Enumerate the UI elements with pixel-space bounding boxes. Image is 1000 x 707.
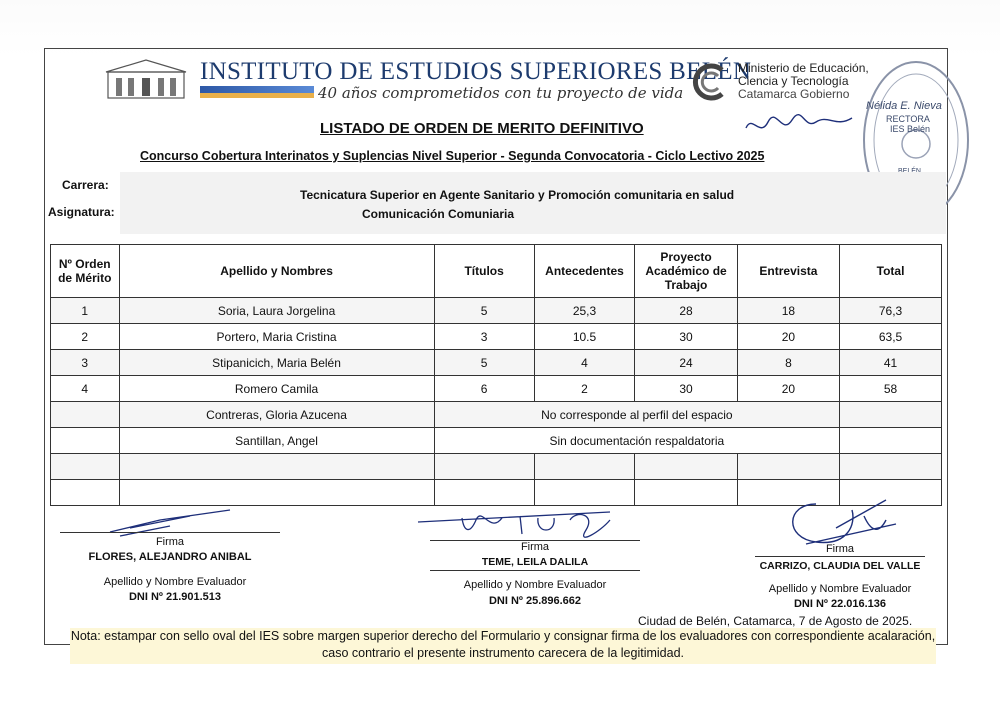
- stamp-signature: Nélida E. Nieva: [866, 100, 942, 112]
- cell-total-empty: [840, 428, 942, 454]
- cell-total: 41: [840, 350, 942, 376]
- cell-proyecto: 30: [635, 376, 737, 402]
- cell-total: 76,3: [840, 298, 942, 324]
- signature-2-scribble: [410, 504, 630, 542]
- table-header-row: [51, 245, 942, 298]
- carrera-label: Carrera:: [62, 178, 109, 192]
- cell-entrevista: 20: [737, 324, 839, 350]
- signature-1-firma-label: Firma: [155, 536, 185, 548]
- signature-3-name: CARRIZO, CLAUDIA DEL VALLE: [759, 560, 921, 572]
- ministry-line-2: Ciencia y Tecnología: [738, 74, 849, 88]
- signature-2-dni: DNI Nº 25.896.662: [488, 595, 582, 607]
- cell-proyecto: 24: [635, 350, 737, 376]
- cell-entrevista: 8: [737, 350, 839, 376]
- institute-bar-gold: [200, 93, 314, 98]
- cell-nombre: Contreras, Gloria Azucena: [119, 402, 434, 428]
- empty-cell: [737, 454, 839, 480]
- empty-cell: [840, 454, 942, 480]
- merit-table: [50, 244, 942, 506]
- rectora-signature: [742, 108, 862, 148]
- carrera-background: [120, 172, 946, 234]
- table-row: [51, 298, 942, 324]
- cell-total-empty: [840, 402, 942, 428]
- cell-total: 58: [840, 376, 942, 402]
- empty-cell: [534, 480, 635, 506]
- empty-cell: [635, 480, 737, 506]
- cell-orden-empty: [51, 428, 120, 454]
- signature-3-dni: DNI Nº 22.016.136: [793, 598, 887, 610]
- cell-antecedentes: 25,3: [534, 298, 635, 324]
- cell-titulos: 3: [434, 324, 534, 350]
- cell-nombre: Romero Camila: [119, 376, 434, 402]
- table-row-excluded: [51, 428, 942, 454]
- empty-cell: [434, 480, 534, 506]
- page-subtitle: Concurso Cobertura Interinatos y Suplencias Nivel Superior - Segunda Convocatoria - Ciclo Lectivo 2025: [140, 149, 765, 163]
- cell-entrevista: 18: [737, 298, 839, 324]
- footer-note: Nota: estampar con sello oval del IES sobre margen superior derecho del Formulario y consignar firma de los evaluadores con correspondiente acalaración, caso contrario el presente instrumento carecera de la legitimidad.: [70, 628, 936, 664]
- cell-orden: 4: [51, 376, 120, 402]
- ministry-line-3: Catamarca Gobierno: [738, 87, 850, 101]
- signature-2-firma-label: Firma: [520, 541, 550, 553]
- cell-nombre: Stipanicich, Maria Belén: [119, 350, 434, 376]
- header-antecedentes: Antecedentes: [534, 245, 635, 298]
- cell-orden: 2: [51, 324, 120, 350]
- cell-titulos: 6: [434, 376, 534, 402]
- signature-1-name: FLORES, ALEJANDRO ANIBAL: [88, 551, 252, 563]
- signature-3-firma-label: Firma: [825, 543, 855, 555]
- institute-building-logo: [104, 58, 188, 100]
- cell-motivo: No corresponde al perfil del espacio: [434, 402, 840, 428]
- cell-total: 63,5: [840, 324, 942, 350]
- header-titulos: Títulos: [434, 245, 534, 298]
- cell-nombre: Santillan, Angel: [119, 428, 434, 454]
- table-row: [51, 324, 942, 350]
- empty-cell: [119, 480, 434, 506]
- cell-proyecto: 30: [635, 324, 737, 350]
- header-nombre: Apellido y Nombres: [119, 245, 434, 298]
- signature-1-line: [60, 532, 280, 533]
- cell-titulos: 5: [434, 350, 534, 376]
- cell-antecedentes: 4: [534, 350, 635, 376]
- ministry-line-1: Ministerio de Educación,: [738, 61, 869, 75]
- cell-entrevista: 20: [737, 376, 839, 402]
- asignatura-value: Comunicación Comuniaria: [362, 207, 515, 221]
- cell-orden: 3: [51, 350, 120, 376]
- signature-3-role: Apellido y Nombre Evaluador: [768, 583, 912, 595]
- signature-3-line: [755, 556, 925, 557]
- signature-2-name: TEME, LEILA DALILA: [481, 556, 589, 568]
- cell-motivo: Sin documentación respaldatoria: [434, 428, 840, 454]
- header-total: Total: [840, 245, 942, 298]
- cell-antecedentes: 2: [534, 376, 635, 402]
- empty-cell: [119, 454, 434, 480]
- stamp-institution: IES Belén: [890, 124, 931, 134]
- header-entrevista: Entrevista: [737, 245, 839, 298]
- stamp-role: RECTORA: [886, 114, 930, 124]
- cell-antecedentes: 10.5: [534, 324, 635, 350]
- cell-orden-empty: [51, 402, 120, 428]
- header-orden: Nº Orden de Mérito: [51, 245, 120, 298]
- table-row-empty: [51, 454, 942, 480]
- cell-nombre: Soria, Laura Jorgelina: [119, 298, 434, 324]
- header-proyecto: Proyecto Académico de Trabajo: [635, 245, 737, 298]
- signature-2-role: Apellido y Nombre Evaluador: [463, 579, 607, 591]
- institute-slogan: 40 años comprometidos con tu proyecto de vida: [318, 84, 684, 102]
- ministry-logo: [692, 62, 732, 102]
- signature-2-name-line: [430, 570, 640, 571]
- cell-proyecto: 28: [635, 298, 737, 324]
- institute-bar-blue: [200, 86, 314, 93]
- asignatura-label: Asignatura:: [48, 205, 115, 219]
- carrera-value: Tecnicatura Superior en Agente Sanitario y Promoción comunitaria en salud: [300, 188, 735, 202]
- empty-cell: [635, 454, 737, 480]
- cell-titulos: 5: [434, 298, 534, 324]
- signature-1-role: Apellido y Nombre Evaluador: [103, 576, 247, 588]
- table-row: [51, 376, 942, 402]
- city-date: Ciudad de Belén, Catamarca, 7 de Agosto de 2025.: [638, 614, 913, 628]
- table-row: [51, 350, 942, 376]
- signature-1-dni: DNI Nº 21.901.513: [128, 591, 222, 603]
- empty-cell: [51, 454, 120, 480]
- institute-name: INSTITUTO DE ESTUDIOS SUPERIORES BELÉN: [200, 58, 752, 85]
- table-row-excluded: [51, 402, 942, 428]
- empty-cell: [534, 454, 635, 480]
- empty-cell: [51, 480, 120, 506]
- page-title: LISTADO DE ORDEN DE MERITO DEFINITIVO: [320, 120, 644, 137]
- empty-cell: [434, 454, 534, 480]
- cell-nombre: Portero, Maria Cristina: [119, 324, 434, 350]
- cell-orden: 1: [51, 298, 120, 324]
